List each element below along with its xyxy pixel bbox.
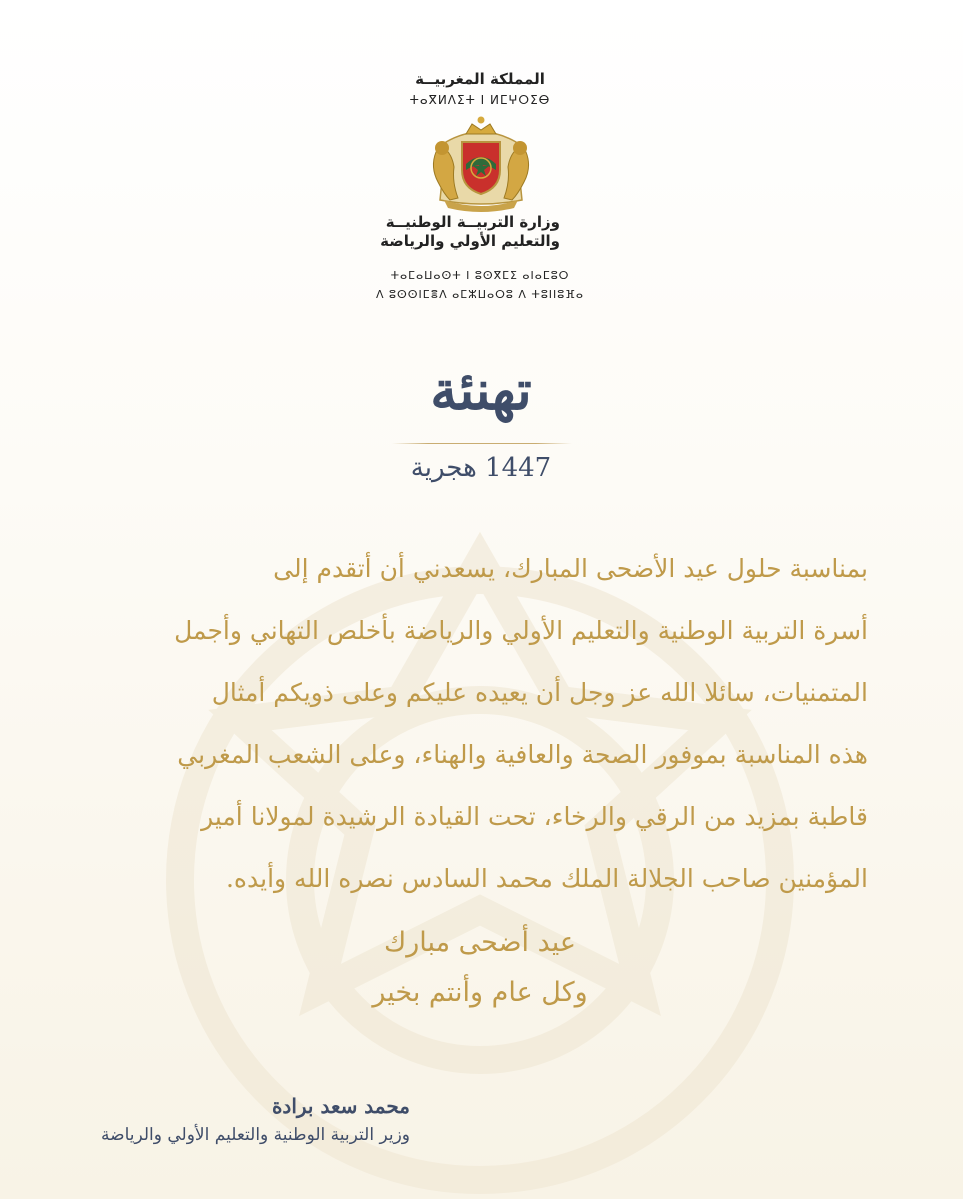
message-line: هذه المناسبة بموفور الصحة والعافية والهناء، وعلى الشعب المغربي (177, 740, 868, 769)
message-line: المؤمنين صاحب الجلالة الملك محمد السادس نصره الله وأيده. (225, 864, 868, 893)
greeting-line2: وكل عام وأنتم بخير (372, 977, 588, 1008)
congratulation-message (100, 538, 868, 910)
ministry-name-tifinagh (370, 266, 590, 304)
title-divider (392, 443, 572, 444)
message-line: أسرة التربية الوطنية والتعليم الأولي والرياضة بأخلص التهاني وأجمل (174, 616, 868, 645)
message-line: بمناسبة حلول عيد الأضحى المبارك، يسعدني أن أتقدم إلى (273, 554, 868, 583)
ministry-name-tifinagh-line2: ⴷ ⵓⵙⵙⵏⵎⴻⴷ ⴰⵎⵣⵡⴰⵔⵓ ⴷ ⵜⵓⵏⵏⵓⴼⴰ (376, 288, 584, 301)
signatory-role: وزير التربية الوطنية والتعليم الأولي والرياضة (101, 1125, 410, 1145)
moroccan-coat-of-arms-icon (428, 112, 534, 212)
message-line: المتمنيات، سائلا الله عز وجل أن يعيده عليكم وعلى ذويكم أمثال (211, 678, 868, 707)
hijri-year: 1447 هجرية (410, 453, 552, 483)
kingdom-name-arabic: المملكة المغربيــة (415, 70, 545, 88)
ministry-header (0, 0, 963, 320)
message-line: قاطبة بمزيد من الرقي والرخاء، تحت القيادة الرشيدة لمولانا أمير (201, 802, 868, 831)
ministry-name-tifinagh-line1: ⵜⴰⵎⴰⵡⴰⵙⵜ ⵏ ⵓⵙⴳⵎⵉ ⴰⵏⴰⵎⵓⵔ (390, 269, 570, 282)
eid-greeting (330, 918, 630, 1018)
greeting-line1: عيد أضحى مبارك (383, 927, 577, 958)
ministry-name-arabic-line2: والتعليم الأولي والرياضة (380, 232, 560, 250)
page-title: تهنئة (430, 358, 532, 422)
ministry-name-arabic (380, 213, 560, 251)
kingdom-name-tifinagh: ⵜⴰⴳⵍⴷⵉⵜ ⵏ ⵍⵎⵖⵔⵉⴱ (409, 93, 551, 107)
ministry-name-arabic-line1: وزارة التربيــة الوطنيــة (385, 213, 560, 231)
signatory-name: محمد سعد برادة (271, 1094, 410, 1118)
signature-block (60, 1090, 410, 1148)
